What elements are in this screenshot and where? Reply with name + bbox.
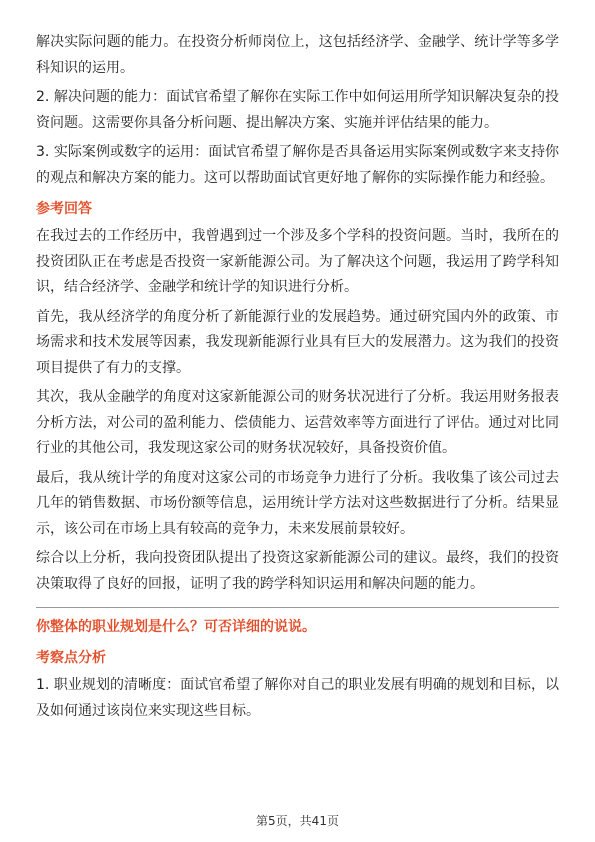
reference-answer-heading: 参考回答	[36, 201, 92, 217]
body-paragraph: 3. 实际案例或数字的运用：面试官希望了解你是否具备运用实际案例或数字来支持你的观点和解决方案的能力。这可以帮助面试官更好地了解你的实际操作能力和经验。	[36, 144, 559, 186]
answer-paragraph: 综合以上分析，我向投资团队提出了投资这家新能源公司的建议。最终，我们的投资决策取得了良好的回报，证明了我的跨学科知识运用和解决问题的能力。	[36, 550, 559, 592]
analysis-heading: 考察点分析	[36, 650, 106, 666]
body-paragraph: 解决实际问题的能力。在投资分析师岗位上，这包括经济学、金融学、统计学等多学科知识的运用。	[36, 34, 559, 76]
analysis-paragraph: 1. 职业规划的清晰度：面试官希望了解你对自己的职业发展有明确的规划和目标，以及如何通过该岗位来实现这些目标。	[36, 677, 559, 719]
page-number: 第5页，共41页	[256, 814, 339, 828]
answer-paragraph: 首先，我从经济学的角度分析了新能源行业的发展趋势。通过研究国内外的政策、市场需求和技术发展等因素，我发现新能源行业具有巨大的发展潜力。这为我们的投资项目提供了有力的支撑。	[36, 308, 559, 376]
document-body	[36, 30, 559, 728]
answer-paragraph: 最后，我从统计学的角度对这家公司的市场竞争力进行了分析。我收集了该公司过去几年的销售数据、市场份额等信息，运用统计学方法对这些数据进行了分析。结果显示，该公司在市场上具有较高的竞争力，未来发展前景较好。	[36, 469, 559, 537]
answer-paragraph: 在我过去的工作经历中，我曾遇到过一个涉及多个学科的投资问题。当时，我所在的投资团队正在考虑是否投资一家新能源公司。为了解决这个问题，我运用了跨学科知识，结合经济学、金融学和统计学的知识进行分析。	[36, 228, 559, 295]
answer-paragraph: 其次，我从金融学的角度对这家新能源公司的财务状况进行了分析。我运用财务报表分析方法，对公司的盈利能力、偿债能力、运营效率等方面进行了评估。通过对比同行业的其他公司，我发现这家公司的财务状况较好，具备投资价值。	[36, 389, 559, 456]
question-title: 你整体的职业规划是什么？可否详细的说说。	[36, 619, 316, 635]
section-divider	[36, 607, 559, 608]
body-paragraph: 2. 解决问题的能力：面试官希望了解你在实际工作中如何运用所学知识解决复杂的投资问题。这需要你具备分析问题、提出解决方案、实施并评估结果的能力。	[36, 89, 559, 131]
